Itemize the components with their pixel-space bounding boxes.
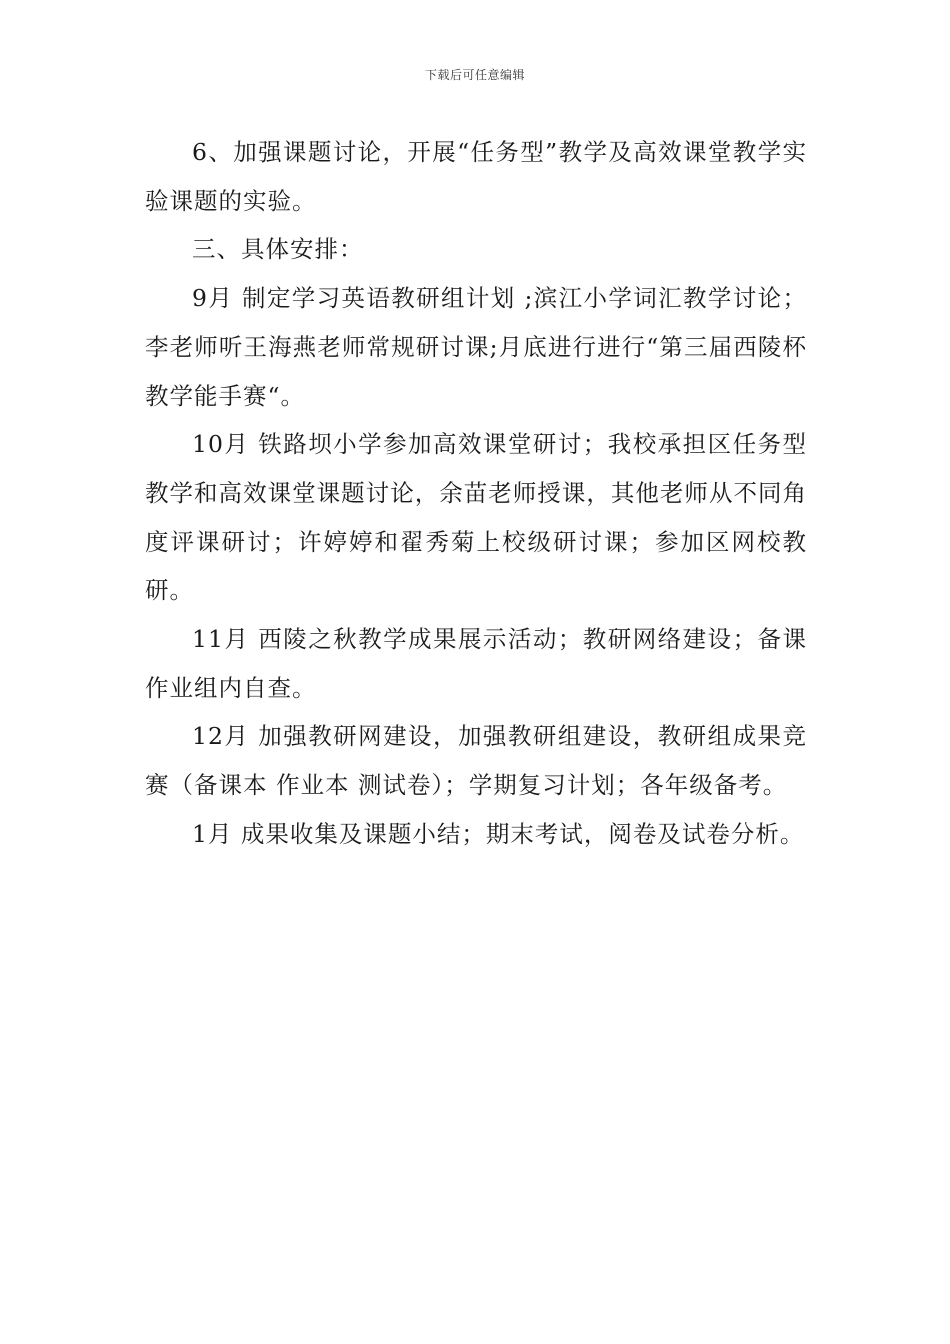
paragraph-september: 9月 制定学习英语教研组计划 ;滨江小学词汇教学讨论；李老师听王海燕老师常规研讨课;月底进行进行“第三届西陵杯教学能手赛“。 [145,284,807,410]
document-body [145,128,807,859]
paragraph-november: 11月 西陵之秋教学成果展示活动；教研网络建设；备课作业组内自查。 [145,625,807,702]
section-heading-schedule: 三、具体安排： [192,235,364,264]
paragraph-december: 12月 加强教研网建设，加强教研组建设，教研组成果竞赛（备课本 作业本 测试卷）；学期复习计划；各年级备考。 [145,722,807,800]
page-header: 下载后可任意编辑 [424,68,525,82]
paragraph-october: 10月 铁路坝小学参加高效课堂研讨；我校承担区任务型教学和高效课堂课题讨论，余苗老师授课，其他老师从不同角度评课研讨；许婷婷和翟秀菊上校级研讨课；参加区网校教研。 [145,430,807,605]
paragraph-research-topics: 6、加强课题讨论，开展“任务型”教学及高效课堂教学实验课题的实验。 [145,138,807,215]
paragraph-january: 1月 成果收集及课题小结；期末考试，阅卷及试卷分析。 [192,819,805,848]
